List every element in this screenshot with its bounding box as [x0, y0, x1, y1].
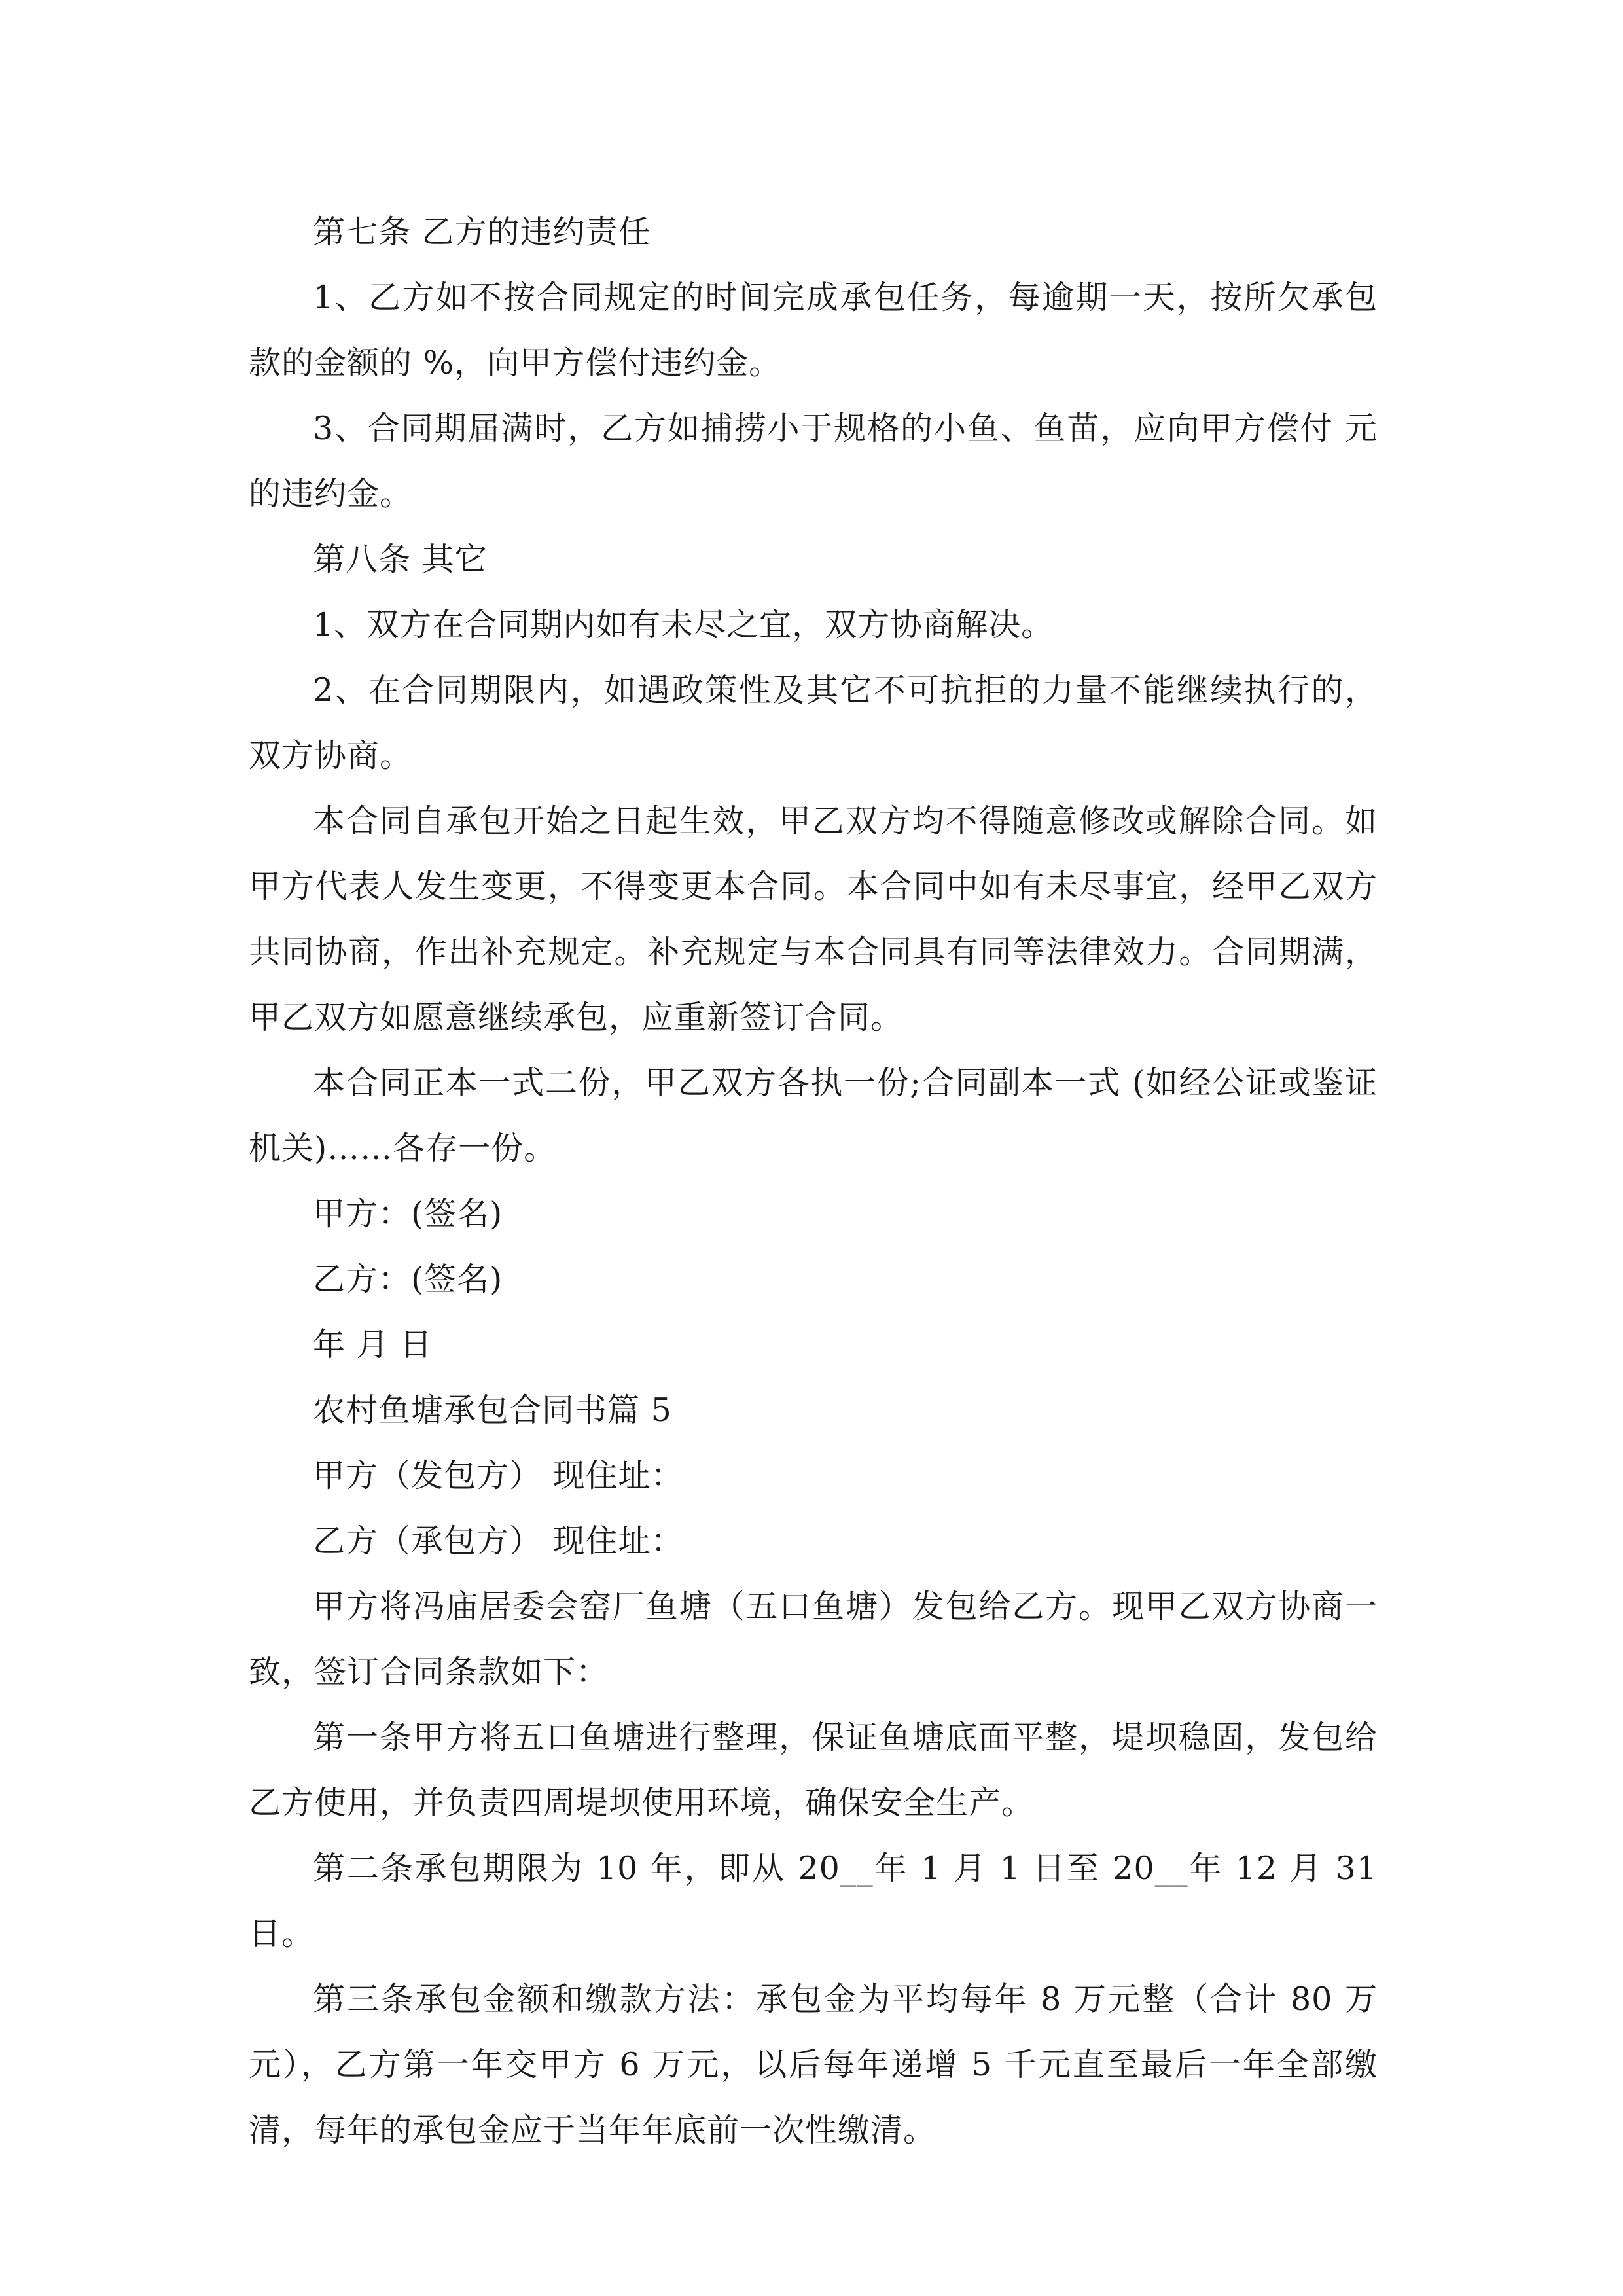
article-3: 第三条承包金额和缴款方法：承包金为平均每年 8 万元整（合计 80 万元），乙方第一年交甲方 6 万元，以后每年递增 5 千元直至最后一年全部缴清，每年的承包金应于当年年底前一次性缴清。: [249, 1981, 1378, 2149]
document-body: [249, 200, 1378, 2163]
party-a-signature: 甲方：(签名): [313, 1195, 503, 1232]
contract-intro: 甲方将冯庙居委会窑厂鱼塘（五口鱼塘）发包给乙方。现甲乙双方协商一致，签订合同条款如下：: [249, 1588, 1378, 1691]
date-line: 年 月 日: [313, 1326, 433, 1363]
article-7-item-1: 1、乙方如不按合同规定的时间完成承包任务，每逾期一天，按所欠承包款的金额的 %，向甲方偿付违约金。: [249, 279, 1378, 382]
effect-clause: 本合同自承包开始之日起生效，甲乙双方均不得随意修改或解除合同。如甲方代表人发生变更，不得变更本合同。本合同中如有未尽事宜，经甲乙双方共同协商，作出补充规定。补充规定与本合同具有同等法律效力。合同期满，甲乙双方如愿意继续承包，应重新签订合同。: [249, 802, 1378, 1036]
party-b-signature: 乙方：(签名): [313, 1261, 503, 1298]
article-7-heading: 第七条 乙方的违约责任: [313, 213, 651, 251]
party-b-info: 乙方（承包方） 现住址：: [313, 1522, 684, 1560]
article-8-heading: 第八条 其它: [313, 541, 488, 578]
article-7-item-3: 3、合同期届满时，乙方如捕捞小于规格的小鱼、鱼苗，应向甲方偿付 元的违约金。: [249, 410, 1378, 512]
party-a-info: 甲方（发包方） 现住址：: [313, 1457, 684, 1494]
article-2: 第二条承包期限为 10 年，即从 20__年 1 月 1 日至 20__年 12 月 31 日。: [249, 1850, 1378, 1952]
section-title: 农村鱼塘承包合同书篇 5: [313, 1391, 672, 1429]
copies-clause: 本合同正本一式二份，甲乙双方各执一份;合同副本一式 (如经公证或鉴证机关)……各存一份。: [249, 1064, 1378, 1167]
article-8-item-2: 2、在合同期限内，如遇政策性及其它不可抗拒的力量不能继续执行的，双方协商。: [249, 672, 1378, 774]
article-1: 第一条甲方将五口鱼塘进行整理，保证鱼塘底面平整，堤坝稳固，发包给乙方使用，并负责四周堤坝使用环境，确保安全生产。: [249, 1719, 1378, 1821]
article-8-item-1: 1、双方在合同期内如有未尽之宜，双方协商解决。: [313, 606, 1054, 643]
